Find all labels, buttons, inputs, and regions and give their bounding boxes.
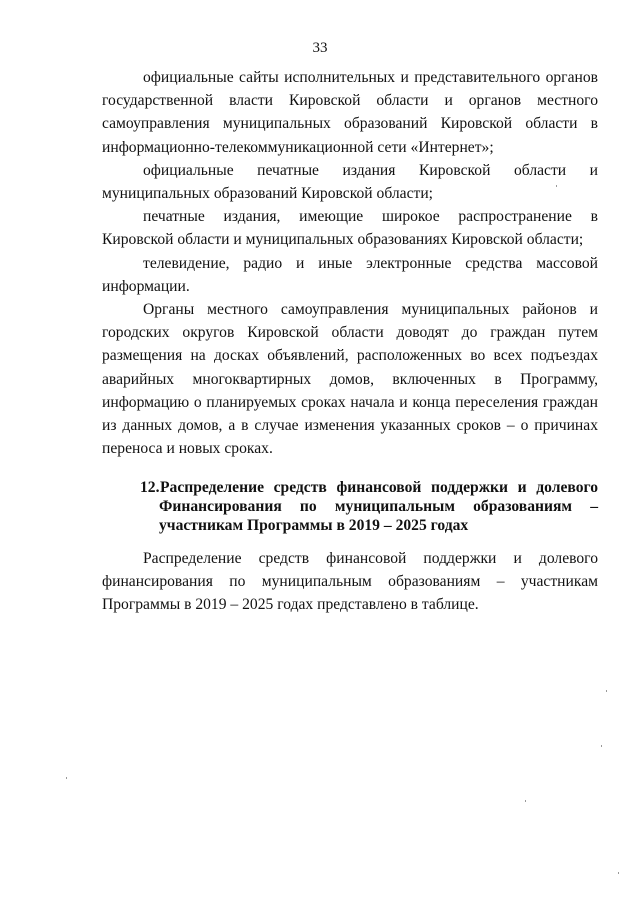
page-number: 33: [312, 40, 328, 56]
paragraph-official-websites: официальные сайты исполнительных и представительного органов государственной власти Кировской области и органов местного самоуправления муниципальных образований Кировской области в информационно-телекоммуникационной сети «Интернет»;: [102, 69, 598, 156]
scan-speck: [606, 690, 607, 692]
scan-speck: [618, 872, 619, 874]
paragraph-electronic-media: телевидение, радио и иные электронные средства массовой информации.: [102, 254, 598, 295]
scan-speck: [601, 745, 602, 747]
section-heading-line-1: [140, 478, 598, 497]
paragraph-official-print: официальные печатные издания Кировской области и муниципальных образований Кировской области;: [102, 161, 598, 203]
scan-speck: [556, 185, 557, 187]
section-heading: [140, 478, 598, 535]
scan-speck: [66, 777, 67, 779]
body-text-bottom: [102, 547, 598, 617]
paragraph-distribution: Распределение средств финансовой поддержки и долевого финансирования по муниципальным образованиям – участникам Программы в 2019 – 2025 годах представлено в таблице.: [102, 550, 598, 614]
body-text-top: [102, 66, 598, 460]
paragraph-local-authorities: Органы местного самоуправления муниципальных районов и городских округов Кировской области доводят до граждан путем размещения на досках объявлений, расположенных во всех подъездах аварийных многоквартирных домов, включенных в Программу, информацию о планируемых сроках начала и конца переселения граждан из данных домов, а в случае изменения указанных сроков – о причинах переноса и новых сроках.: [102, 301, 598, 458]
scan-speck: [525, 800, 526, 802]
paragraph-print-media: печатные издания, имеющие широкое распространение в Кировской области и муниципальных образованиях Кировской области;: [102, 208, 598, 249]
section-title-line-2: Финансирования по муниципальным образованиям –: [159, 498, 598, 515]
section-number: 12.: [140, 479, 160, 496]
section-title-line-1: Распределение средств финансовой поддержки и долевого: [160, 479, 598, 496]
section-title-line-3: участникам Программы в 2019 – 2025 годах: [159, 517, 469, 534]
